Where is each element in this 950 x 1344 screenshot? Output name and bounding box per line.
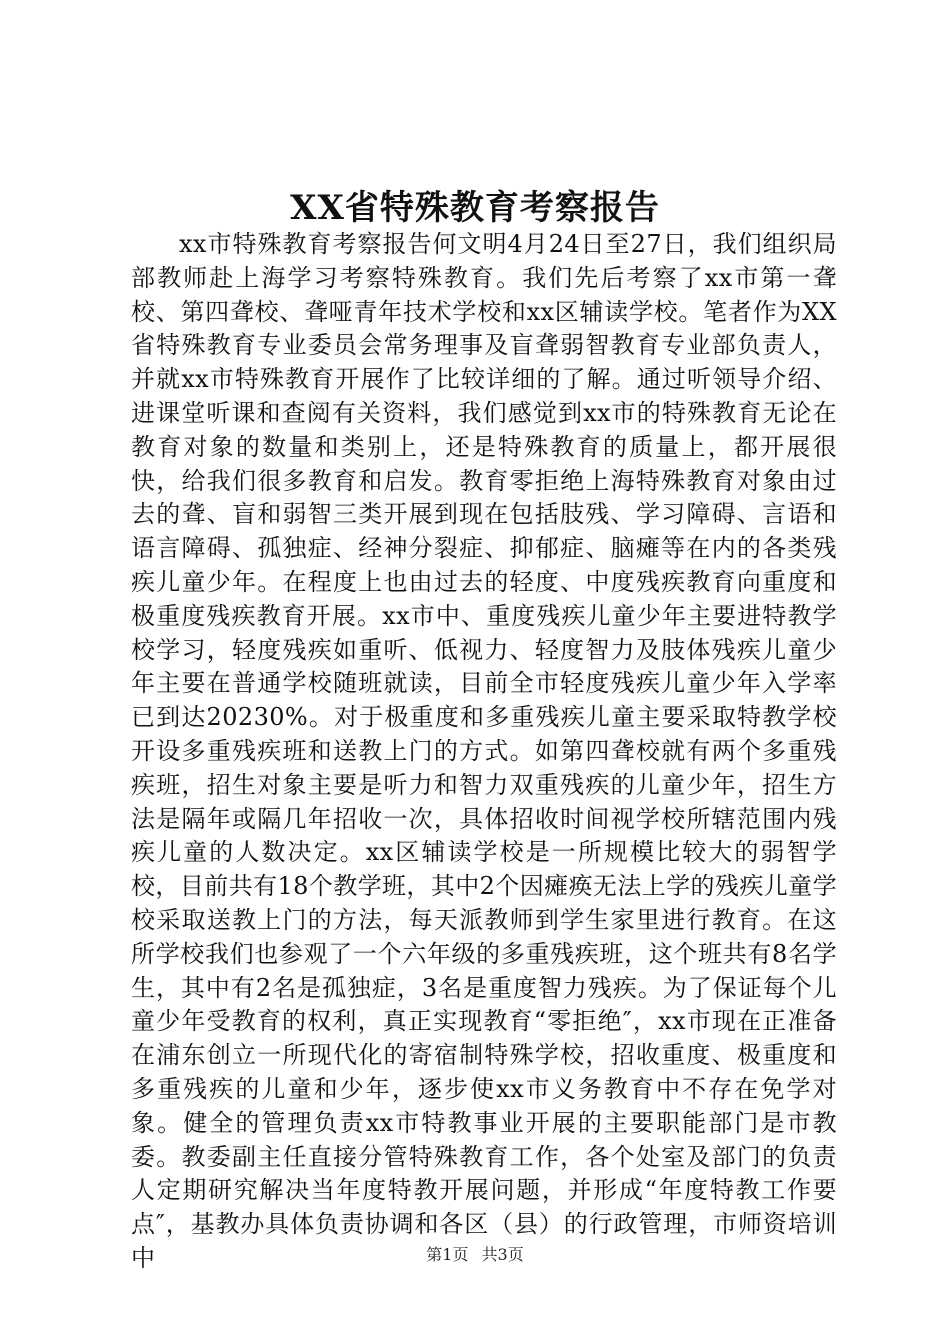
document-title: XX省特殊教育考察报告 <box>290 188 660 228</box>
page-footer <box>0 1244 950 1266</box>
document-body: xx市特殊教育考察报告何文明4月24日至27日，我们组织局部教师赴上海学习考察特殊教育。我们先后考察了xx市第一聋校、第四聋校、聋哑青年技术学校和xx区辅读学校。笔者作为XX省特殊教育专业委员会常务理事及盲聋弱智教育专业部负责人，并就xx市特殊教育开展作了比较详细的了解。通过听领导介绍、进课堂听课和查阅有关资料，我们感觉到xx市的特殊教育无论在教育对象的数量和类别上，还是特殊教育的质量上，都开展很快，给我们很多教育和启发。教育零拒绝上海特殊教育对象由过去的聋、盲和弱智三类开展到现在包括肢残、学习障碍、言语和语言障碍、孤独症、经神分裂症、抑郁症、脑瘫等在内的各类残疾儿童少年。在程度上也由过去的轻度、中度残疾教育向重度和极重度残疾教育开展。xx市中、重度残疾儿童少年主要进特教学校学习，轻度残疾如重听、低视力、轻度智力及肢体残疾儿童少年主要在普通学校随班就读，目前全市轻度残疾儿童少年入学率已到达20230%。对于极重度和多重残疾儿童主要采取特教学校开设多重残疾班和送教上门的方式。如第四聋校就有两个多重残疾班，招生对象主要是听力和智力双重残疾的儿童少年，招生方法是隔年或隔几年招收一次，具体招收时间视学校所辖范围内残疾儿童的人数决定。xx区辅读学校是一所规模比较大的弱智学校，目前共有18个教学班，其中2个因瘫痪无法上学的残疾儿童学校采取送教上门的方法，每天派教师到学生家里进行教育。在这所学校我们也参观了一个六年级的多重残疾班，这个班共有8名学生，其中有2名是孤独症，3名是重度智力残疾。为了保证每个儿童少年受教育的权利，真正实现教育“零拒绝″，xx市现在正准备在浦东创立一所现代化的寄宿制特殊学校，招收重度、极重度和多重残疾的儿童和少年，逐步使xx市义务教育中不存在免学对象。健全的管理负责xx市特教事业开展的主要职能部门是市教委。教委副主任直接分管特殊教育工作，各个处室及部门的负责人定期研究解决当年度特教开展问题，并形成“年度特教工作要点″，基教办具体负责协调和各区（县）的行政管理，市师资培训中 <box>131 230 837 1272</box>
page-number: 第1页 <box>426 1245 469 1264</box>
page-total: 共3页 <box>481 1245 524 1264</box>
